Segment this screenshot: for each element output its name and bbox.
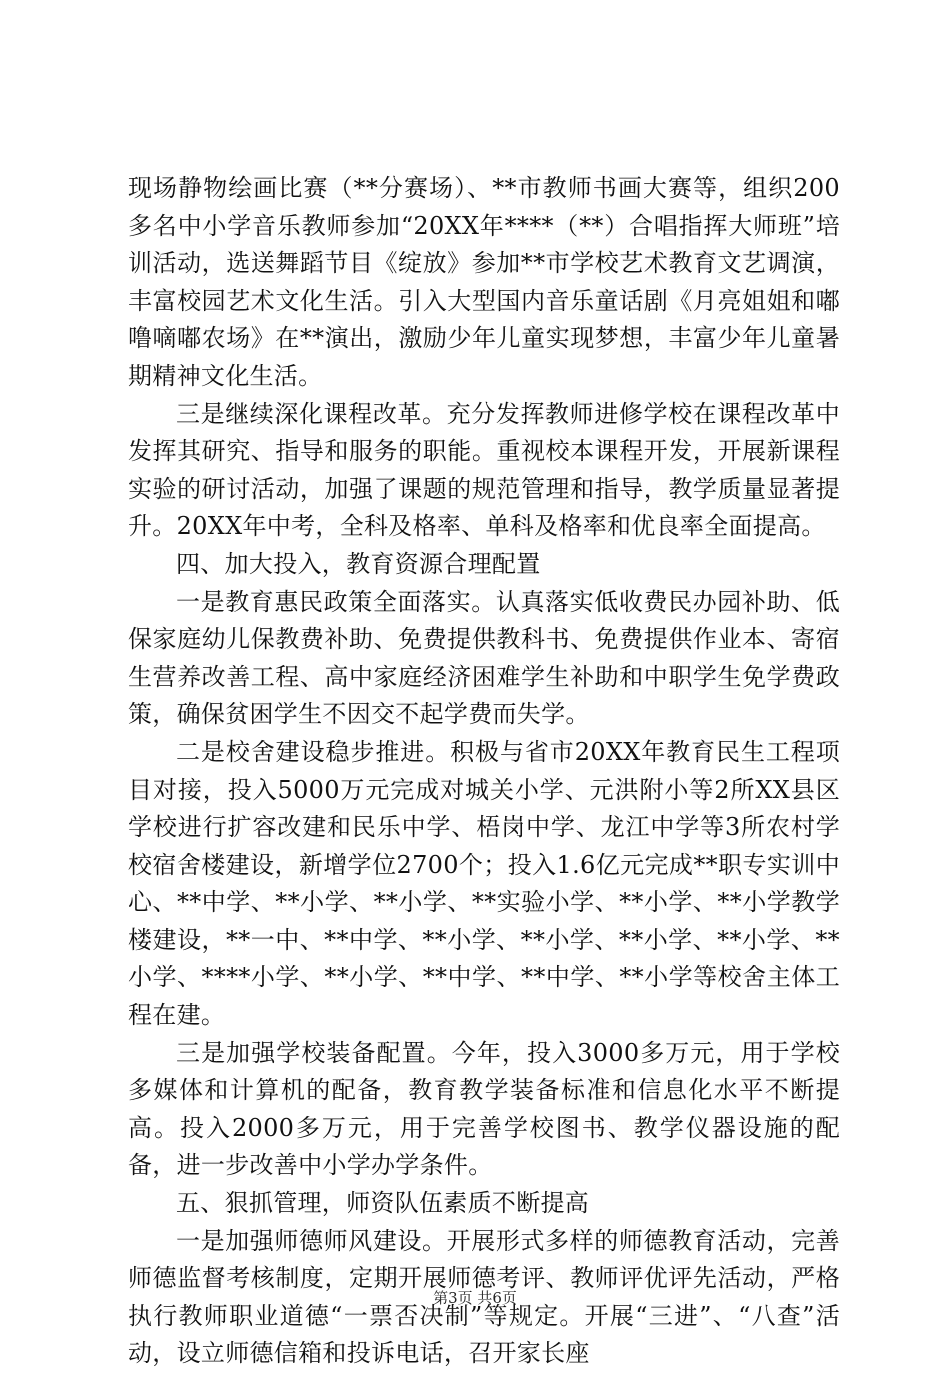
document-body — [128, 170, 840, 1373]
paragraph-8: 一是加强师德师风建设。开展形式多样的师德教育活动，完善师德监督考核制度，定期开展师德考评、教师评优评先活动，严格执行教师职业道德“一票否决制”等规定。开展“三进”、“八查”活动，设立师德信箱和投诉电话，召开家长座 — [128, 1226, 840, 1368]
paragraph-1: 现场静物绘画比赛（**分赛场）、**市教师书画大赛等，组织200多名中小学音乐教师参加“20XX年****（**）合唱指挥大师班”培训活动，选送舞蹈节目《绽放》参加**市学校艺术教育文艺调演，丰富校园艺术文化生活。引入大型国内音乐童话剧《月亮姐姐和嘟噜嘀嘟农场》在**演出，激励少年儿童实现梦想，丰富少年儿童暑期精神文化生活。 — [128, 174, 840, 390]
paragraph-6: 三是加强学校装备配置。今年，投入3000多万元，用于学校多媒体和计算机的配备，教育教学装备标准和信息化水平不断提高。投入2000多万元，用于完善学校图书、教学仪器设施的配备，进一步改善中小学办学条件。 — [128, 1038, 840, 1180]
section-heading-4: 四、加大投入，教育资源合理配置 — [176, 549, 541, 578]
paragraph-5: 二是校舍建设稳步推进。积极与省市20XX年教育民生工程项目对接，投入5000万元完成对城关小学、元洪附小等2所XX县区学校进行扩容改建和民乐中学、梧岗中学、龙江中学等3所农村学校宿舍楼建设，新增学位2700个；投入1.6亿元完成**职专实训中心、**中学、**小学、**小学、**实验小学、**小学、**小学教学楼建设，**一中、**中学、**小学、**小学、**小学、**小学、**小学、****小学、**小学、**中学、**中学、**小学等校舍主体工程在建。 — [128, 737, 840, 1030]
page-footer: 第3页 共6页 — [433, 1289, 517, 1307]
paragraph-2: 三是继续深化课程改革。充分发挥教师进修学校在课程改革中发挥其研究、指导和服务的职能。重视校本课程开发，开展新课程实验的研讨活动，加强了课题的规范管理和指导，教学质量显著提升。20XX年中考，全科及格率、单科及格率和优良率全面提高。 — [128, 399, 840, 541]
paragraph-4: 一是教育惠民政策全面落实。认真落实低收费民办园补助、低保家庭幼儿保教费补助、免费提供教科书、免费提供作业本、寄宿生营养改善工程、高中家庭经济困难学生补助和中职学生免学费政策，确保贫困学生不因交不起学费而失学。 — [128, 587, 840, 729]
section-heading-5: 五、狠抓管理，师资队伍素质不断提高 — [176, 1189, 590, 1218]
